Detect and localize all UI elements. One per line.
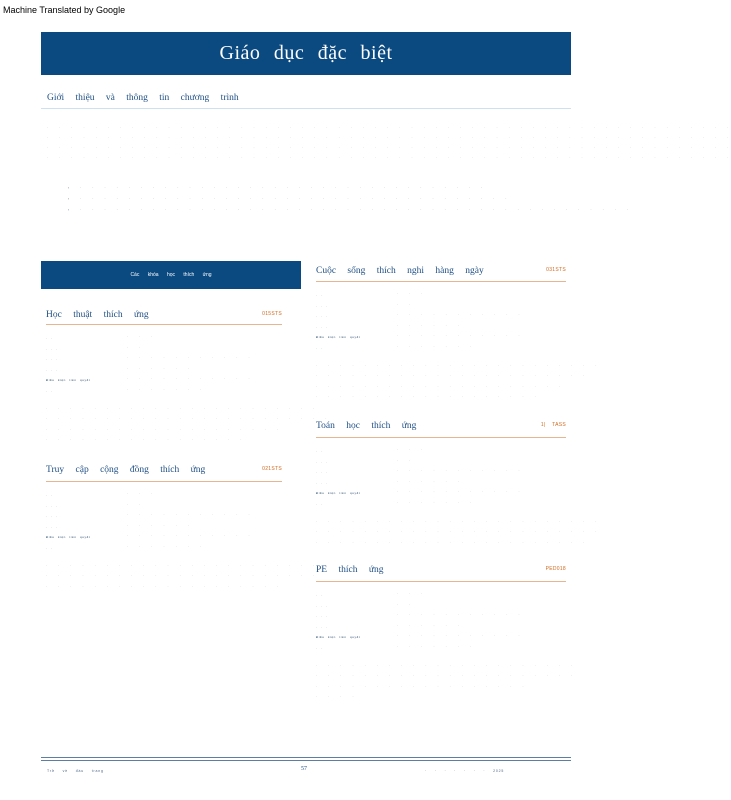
course-title: Cuộc sống thích nghi hàng ngày: [316, 266, 484, 276]
course-info-value: · · · · · · ·: [397, 644, 474, 649]
course-description-line: · · · · · · · · · · · · · · · · · · · · · · ·: [46, 574, 317, 579]
course-info-value: · · ·: [397, 448, 425, 452]
course-info-label: · ·: [316, 293, 323, 297]
course-code: 031STS: [546, 267, 566, 273]
course-description-line: · · · · · · · · · · · · · · · · · · · · · · · ·: [316, 530, 599, 535]
course-info-label: · ·: [46, 388, 53, 393]
course-info-label: · · ·: [46, 514, 58, 519]
course-description: [316, 363, 599, 407]
course-info-row: [316, 449, 566, 460]
course-info-label: · · ·: [46, 367, 58, 372]
course-info-value: · · · · · · · · · · ·: [397, 613, 522, 618]
course-description-line: · · · · · · · · · · · · · · · · · · · · · · ·: [316, 374, 587, 379]
course-info-table: [316, 449, 566, 513]
course-info-label: · · ·: [316, 314, 328, 319]
course-info-label: · · ·: [316, 303, 328, 308]
footer-divider-bottom: [41, 760, 571, 761]
course-info-value: · ·: [127, 345, 143, 350]
course-description-line: · · · · · · · · · · · · · · · · · · · · · · ·: [46, 563, 317, 568]
course-info-label: Điều kiện tiên quyết: [316, 335, 361, 340]
course-description-line: · · · · · · · · · · · · · · · · · · · · · · ·: [316, 540, 587, 545]
course-description-line: · · · · · · · · · · · · · · · · · · · · · · ·: [46, 406, 317, 411]
course-info-label: · ·: [46, 336, 53, 340]
course-info-value: · · · · · · · · · · ·: [127, 377, 252, 382]
course-info-label: · ·: [316, 501, 323, 506]
course-info-label: · · ·: [316, 624, 328, 629]
course-info-label: · ·: [46, 493, 53, 497]
course-info-row: [46, 389, 282, 400]
course-info-value: · · · · · · · · · · ·: [397, 334, 522, 339]
course-code: 015STS: [262, 311, 282, 317]
course-info-value: · · · · · · ·: [127, 544, 204, 549]
machine-translation-label: Machine Translated by Google: [3, 5, 126, 15]
course-info-label: · · ·: [46, 357, 58, 362]
course-info-label: · · ·: [316, 614, 328, 619]
course-info-row: [316, 593, 566, 604]
course-info-label: Điều kiện tiên quyết: [316, 491, 361, 496]
course-block: [316, 565, 575, 705]
course-info-label: · · ·: [316, 459, 328, 464]
course-info-row: [46, 493, 282, 504]
intro-paragraph: [47, 126, 731, 167]
course-info-value: · · · · · · · · · · ·: [397, 634, 522, 639]
course-info-row: [316, 346, 566, 357]
course-info-value: · ·: [397, 458, 413, 463]
course-title: PE thích ứng: [316, 565, 384, 575]
course-description: [46, 406, 329, 450]
course-description-line: · · · · · · · · · · · · · · · · · · · · · · · ·: [46, 417, 329, 422]
course-info-label: · ·: [316, 345, 323, 350]
course-info-value: · · · · · · ·: [397, 500, 474, 505]
course-info-value: · ·: [397, 602, 413, 607]
course-info-label: · · ·: [46, 346, 58, 351]
course-info-value: · · · · · ·: [397, 623, 461, 628]
course-description-line: · · · · · · · · · · · · · · · · · · ·: [316, 395, 538, 400]
course-info-table: [316, 293, 566, 357]
course-info-label: Điều kiện tiên quyết: [46, 535, 91, 540]
course-info-value: · · · · · · ·: [397, 344, 474, 349]
adaptive-courses-header: [41, 261, 301, 289]
intro-divider: [41, 108, 571, 109]
course-info-row: [46, 336, 282, 347]
course-info-value: · · · · · ·: [127, 366, 191, 371]
course-info-table: [316, 593, 566, 657]
course-info-label: · ·: [316, 645, 323, 650]
course-info-value: · · · · · · · · · · ·: [127, 513, 252, 518]
course-divider: [46, 324, 282, 325]
course-description: [316, 663, 575, 707]
course-info-label: · · ·: [316, 324, 328, 329]
course-block: [316, 421, 599, 556]
intro-heading: Giới thiệu và thông tin chương trình: [47, 93, 239, 103]
course-block: [46, 310, 329, 443]
back-to-top-link[interactable]: Trở về đầu trang: [47, 769, 104, 773]
course-description-line: · · · · · · · · · · · · · · · · · · · ·: [46, 584, 281, 589]
course-description-line: · · · · · · · · · · · · · · · · ·: [46, 438, 244, 443]
intro-bullet: • · · · · · · · · · · · · · · · · · · · · · · · · · · · · · · · · · · · · · · · · · · · · · ·: [68, 208, 631, 212]
adaptive-courses-header-label: Các khóa học thích ứng: [130, 272, 212, 278]
course-info-label: · · ·: [316, 480, 328, 485]
course-description-line: · · · · · · · · · · · · · · · · · · · · · ·: [316, 663, 575, 668]
course-info-value: · · · · · ·: [127, 523, 191, 528]
intro-line: · · · · · · · · · · · · · · · · · · · · · · · · · · · · · · · · · · · · · · · · · · · · · · · · · · · · · · · · ·: [47, 136, 731, 140]
course-title: Học thuật thích ứng: [46, 310, 149, 320]
course-block: [316, 266, 599, 416]
course-description-line: · · · · · · · · · · · · · · · · · · · · · ·: [316, 674, 575, 679]
course-info-value: · · · · · ·: [397, 479, 461, 484]
course-info-value: · · · · · · · · · · ·: [397, 490, 522, 495]
intro-bullet-list: [68, 186, 631, 220]
course-info-label: · ·: [316, 449, 323, 453]
course-info-value: · · · · · · · · · · ·: [397, 313, 522, 318]
course-code: 021STS: [262, 466, 282, 472]
course-description: [46, 563, 317, 597]
course-info-value: · · ·: [127, 492, 155, 496]
course-info-value: · · · · · · · · · · ·: [397, 469, 522, 474]
course-divider: [316, 281, 566, 282]
course-block: [46, 465, 317, 595]
course-info-table: [46, 493, 282, 557]
course-info-value: · ·: [127, 502, 143, 507]
footer-right-text: · · · · · · · 2025: [425, 769, 505, 773]
course-code: 1| TASS: [540, 422, 566, 428]
course-info-row: [46, 546, 282, 557]
course-info-label: · · ·: [316, 603, 328, 608]
course-info-label: · · ·: [46, 524, 58, 529]
intro-bullet: • · · · · · · · · · · · · · · · · · · · · · · · · · · · · · · · · · ·: [68, 186, 485, 190]
course-info-label: · · ·: [316, 470, 328, 475]
course-info-value: · · · · · ·: [397, 323, 461, 328]
intro-line: · · · · · · · · · · · · · · · · · · · · · · · · · · · · · · · · · · · · · · · · · · · · · · · · · · · · · · · · ·: [47, 156, 731, 160]
page-banner: [41, 32, 571, 75]
course-description-line: · · · · · · · · · · · · · · · · · · · · · · · ·: [316, 519, 599, 524]
banner-title: Giáo dục đặc biệt: [219, 42, 393, 64]
course-divider: [316, 581, 566, 582]
course-info-label: · ·: [46, 545, 53, 550]
intro-bullet: • · · · · · · · · · · · · · · · · · · · · · · · · · · · · · · · · · · · ·: [68, 197, 509, 201]
course-divider: [46, 481, 282, 482]
course-info-row: [316, 502, 566, 513]
course-description-line: · · · · · · · · · · · · · · · · · · · ·: [46, 427, 281, 432]
intro-line: · · · · · · · · · · · · · · · · · · · · · · · · · · · · · · · · · · · · · · · · · · · · · · · · · · · · · · · · ·: [47, 146, 731, 150]
course-divider: [316, 437, 566, 438]
course-info-label: Điều kiện tiên quyết: [46, 378, 91, 383]
course-info-value: · · · · · · · · · · ·: [127, 534, 252, 539]
course-description-line: · · · · · · · · · · · · · · · · · · · · · · · ·: [316, 363, 599, 368]
course-info-label: Điều kiện tiên quyết: [316, 635, 361, 640]
course-description-line: · · · ·: [316, 695, 356, 700]
course-title: Truy cập cộng đồng thích ứng: [46, 465, 206, 475]
course-info-row: [316, 646, 566, 657]
course-info-value: · · · · · · ·: [127, 387, 204, 392]
course-info-value: · · ·: [127, 335, 155, 339]
intro-line: · · · · · · · · · · · · · · · · · · · · · · · · · · · · · · · · · · · · · · · · · · · · · · · · · · · · · · · · ·: [47, 126, 731, 130]
course-description-line: · · · · · · · · · · · · · · · · · ·: [316, 684, 526, 689]
footer-divider-top: [41, 757, 571, 758]
course-info-label: · · ·: [46, 503, 58, 508]
course-info-value: · ·: [397, 302, 413, 307]
course-info-value: · · · · · · · · · · ·: [127, 356, 252, 361]
course-info-value: · · ·: [397, 592, 425, 596]
course-info-row: [316, 293, 566, 304]
course-description-line: · · · · · · · · · · · · · · · · · · · · ·: [316, 384, 563, 389]
course-description: [316, 519, 599, 553]
course-info-label: · ·: [316, 593, 323, 597]
course-code: PED018: [545, 566, 566, 572]
page-number: 57: [301, 766, 307, 772]
course-info-table: [46, 336, 282, 400]
course-info-value: · · ·: [397, 292, 425, 296]
course-title: Toán học thích ứng: [316, 421, 417, 431]
